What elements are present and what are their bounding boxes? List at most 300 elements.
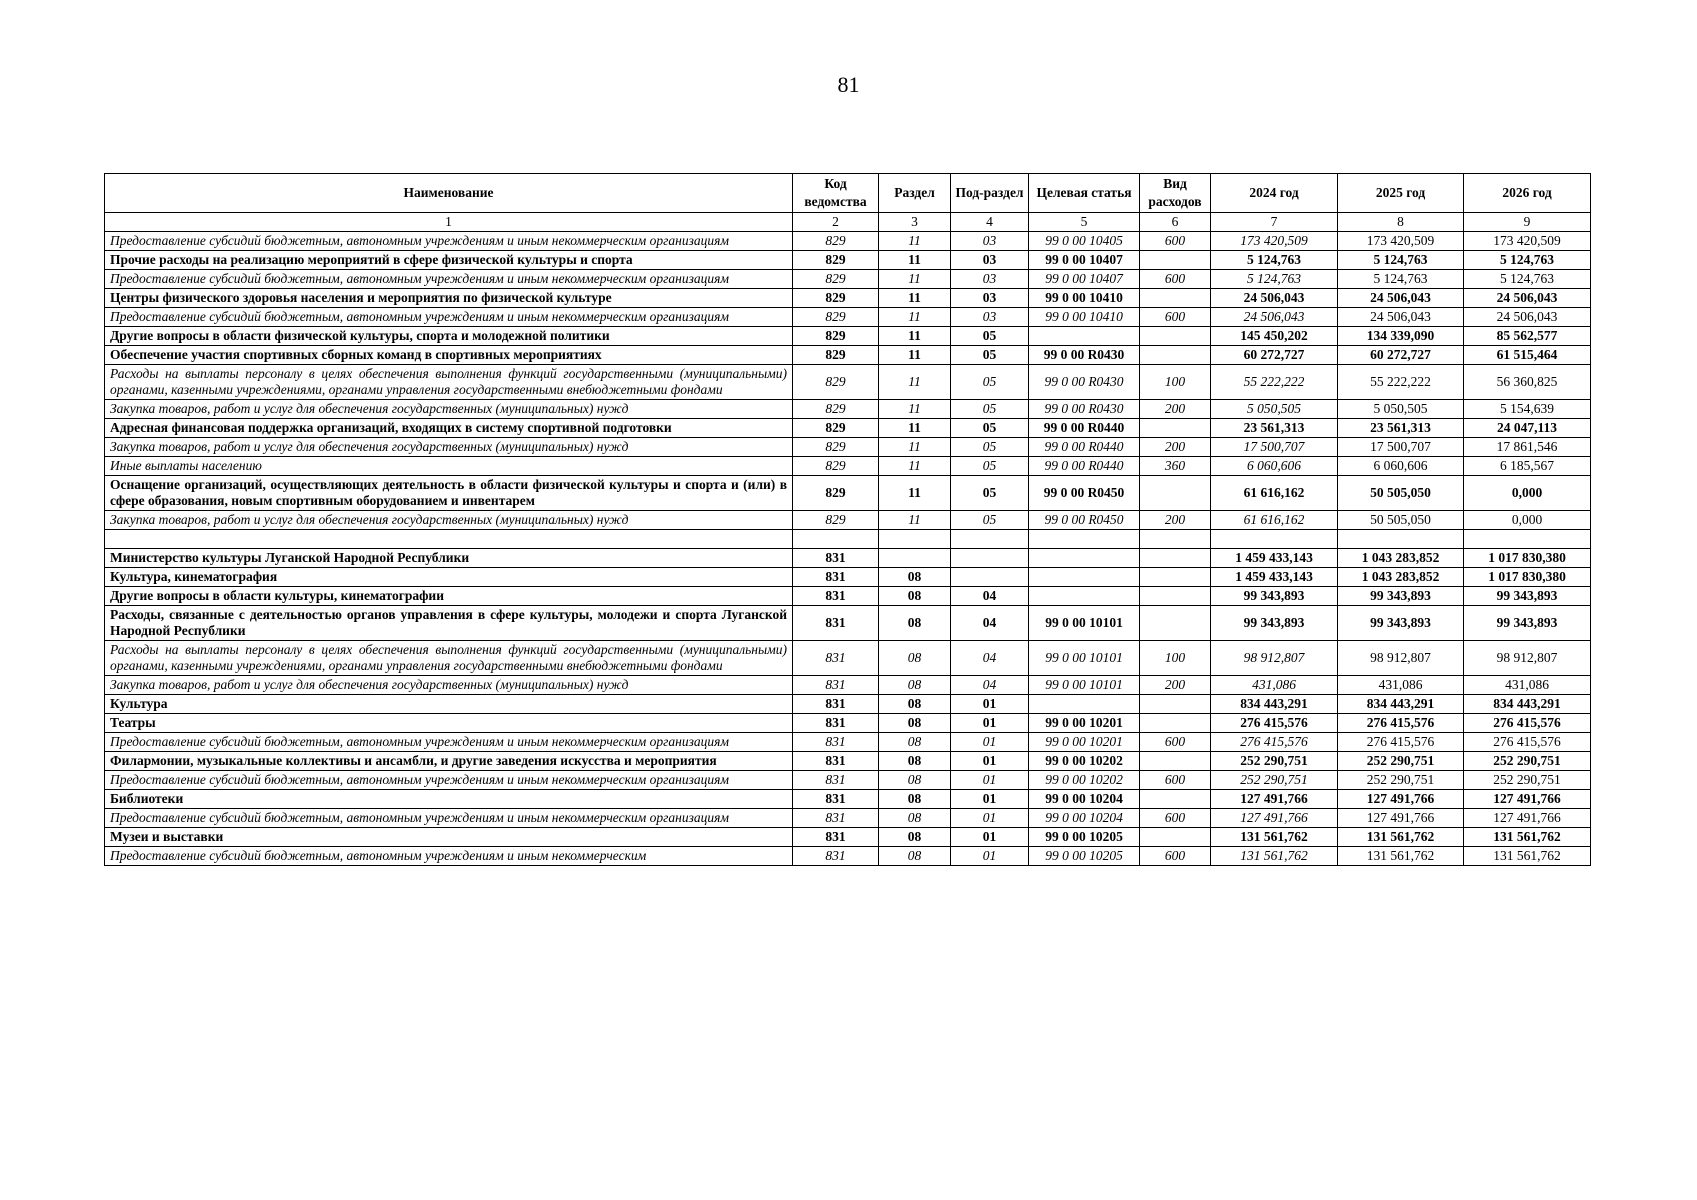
cell-vedomstvo: 831 [793, 809, 879, 828]
cell-vedomstvo: 829 [793, 289, 879, 308]
cell-vedomstvo: 829 [793, 419, 879, 438]
column-index-cell: 3 [879, 213, 951, 232]
column-index-cell: 6 [1140, 213, 1211, 232]
cell-2025: 131 561,762 [1338, 847, 1464, 866]
cell-podrazdel: 05 [951, 400, 1029, 419]
cell-statya: 99 0 00 10202 [1029, 752, 1140, 771]
cell-podrazdel: 05 [951, 438, 1029, 457]
cell-2025: 5 124,763 [1338, 251, 1464, 270]
cell-2026: 24 506,043 [1464, 308, 1591, 327]
cell-2025: 60 272,727 [1338, 346, 1464, 365]
cell-name: Предоставление субсидий бюджетным, автономным учреждениям и иным некоммерческим организациям [105, 232, 793, 251]
column-index-cell: 5 [1029, 213, 1140, 232]
cell-2024: 24 506,043 [1211, 308, 1338, 327]
cell-razdel: 11 [879, 476, 951, 511]
cell-razdel: 11 [879, 419, 951, 438]
table-row [105, 400, 1591, 419]
cell-statya: 99 0 00 10201 [1029, 714, 1140, 733]
cell-2026: 24 047,113 [1464, 419, 1591, 438]
cell-name: Закупка товаров, работ и услуг для обеспечения государственных (муниципальных) нужд [105, 438, 793, 457]
table-row [105, 346, 1591, 365]
cell-2024: 98 912,807 [1211, 641, 1338, 676]
table-row [105, 587, 1591, 606]
cell-2026: 252 290,751 [1464, 771, 1591, 790]
cell-vedomstvo: 831 [793, 790, 879, 809]
cell-2024: 61 616,162 [1211, 511, 1338, 530]
column-index-cell: 4 [951, 213, 1029, 232]
cell-vid [1140, 530, 1211, 549]
cell-vedomstvo: 831 [793, 676, 879, 695]
cell-name: Расходы на выплаты персоналу в целях обеспечения выполнения функций государственными (муниципальными) органами, казенными учреждениями, органами управления государственными внебюджетными фондами [105, 365, 793, 400]
table-row [105, 419, 1591, 438]
cell-name: Расходы на выплаты персоналу в целях обеспечения выполнения функций государственными (муниципальными) органами, казенными учреждениями, органами управления государственными внебюджетными фондами [105, 641, 793, 676]
cell-vedomstvo: 831 [793, 828, 879, 847]
header-name: Наименование [105, 174, 793, 213]
cell-razdel: 08 [879, 828, 951, 847]
cell-vedomstvo: 829 [793, 400, 879, 419]
cell-podrazdel: 04 [951, 641, 1029, 676]
cell-2025: 99 343,893 [1338, 587, 1464, 606]
cell-name: Центры физического здоровья населения и мероприятия по физической культуре [105, 289, 793, 308]
cell-vedomstvo: 829 [793, 270, 879, 289]
cell-statya: 99 0 00 R0430 [1029, 400, 1140, 419]
cell-2025: 276 415,576 [1338, 733, 1464, 752]
header-2024: 2024 год [1211, 174, 1338, 213]
cell-2026: 99 343,893 [1464, 587, 1591, 606]
header-statya: Целевая статья [1029, 174, 1140, 213]
cell-podrazdel: 03 [951, 251, 1029, 270]
cell-2025: 17 500,707 [1338, 438, 1464, 457]
cell-vedomstvo: 831 [793, 568, 879, 587]
cell-2026: 17 861,546 [1464, 438, 1591, 457]
cell-vid [1140, 419, 1211, 438]
cell-name: Филармонии, музыкальные коллективы и ансамбли, и другие заведения искусства и мероприятия [105, 752, 793, 771]
cell-razdel: 08 [879, 695, 951, 714]
cell-razdel: 08 [879, 809, 951, 828]
cell-2025: 252 290,751 [1338, 752, 1464, 771]
cell-2024: 6 060,606 [1211, 457, 1338, 476]
table-row [105, 752, 1591, 771]
table-row [105, 438, 1591, 457]
cell-razdel: 11 [879, 270, 951, 289]
cell-statya [1029, 327, 1140, 346]
cell-statya: 99 0 00 10205 [1029, 828, 1140, 847]
table-row [105, 695, 1591, 714]
cell-2025: 98 912,807 [1338, 641, 1464, 676]
column-index-cell: 8 [1338, 213, 1464, 232]
cell-name: Закупка товаров, работ и услуг для обеспечения государственных (муниципальных) нужд [105, 676, 793, 695]
cell-razdel: 11 [879, 251, 951, 270]
cell-podrazdel: 05 [951, 346, 1029, 365]
cell-podrazdel [951, 568, 1029, 587]
cell-statya: 99 0 00 10410 [1029, 308, 1140, 327]
cell-statya: 99 0 00 10405 [1029, 232, 1140, 251]
cell-razdel: 11 [879, 400, 951, 419]
cell-razdel: 08 [879, 790, 951, 809]
cell-statya: 99 0 00 10205 [1029, 847, 1140, 866]
table-row [105, 641, 1591, 676]
cell-vedomstvo: 831 [793, 733, 879, 752]
cell-statya: 99 0 00 10202 [1029, 771, 1140, 790]
cell-name: Предоставление субсидий бюджетным, автономным учреждениям и иным некоммерческим организациям [105, 809, 793, 828]
cell-name: Предоставление субсидий бюджетным, автономным учреждениям и иным некоммерческим организациям [105, 308, 793, 327]
cell-2024: 431,086 [1211, 676, 1338, 695]
cell-2026: 276 415,576 [1464, 733, 1591, 752]
cell-name: Прочие расходы на реализацию мероприятий в сфере физической культуры и спорта [105, 251, 793, 270]
table-body [105, 232, 1591, 866]
cell-podrazdel: 01 [951, 771, 1029, 790]
table-row [105, 365, 1591, 400]
cell-2026: 85 562,577 [1464, 327, 1591, 346]
cell-2025: 834 443,291 [1338, 695, 1464, 714]
cell-vid: 200 [1140, 400, 1211, 419]
cell-name: Расходы, связанные с деятельностью органов управления в сфере культуры, молодежи и спорта Луганской Народной Республики [105, 606, 793, 641]
header-2026: 2026 год [1464, 174, 1591, 213]
column-index-cell: 9 [1464, 213, 1591, 232]
cell-2026: 5 154,639 [1464, 400, 1591, 419]
cell-vedomstvo: 831 [793, 606, 879, 641]
cell-name: Закупка товаров, работ и услуг для обеспечения государственных (муниципальных) нужд [105, 400, 793, 419]
cell-vid: 600 [1140, 308, 1211, 327]
cell-2026: 0,000 [1464, 476, 1591, 511]
cell-2025: 5 124,763 [1338, 270, 1464, 289]
cell-razdel: 11 [879, 346, 951, 365]
cell-statya: 99 0 00 10410 [1029, 289, 1140, 308]
cell-vid [1140, 327, 1211, 346]
cell-2026: 56 360,825 [1464, 365, 1591, 400]
cell-name: Предоставление субсидий бюджетным, автономным учреждениям и иным некоммерческим организациям [105, 771, 793, 790]
cell-vid [1140, 606, 1211, 641]
cell-2025: 50 505,050 [1338, 511, 1464, 530]
cell-vid: 100 [1140, 641, 1211, 676]
cell-2025: 99 343,893 [1338, 606, 1464, 641]
cell-podrazdel: 05 [951, 511, 1029, 530]
header-2025: 2025 год [1338, 174, 1464, 213]
cell-vedomstvo: 831 [793, 771, 879, 790]
cell-2024: 5 124,763 [1211, 251, 1338, 270]
cell-statya [1029, 530, 1140, 549]
table-row [105, 251, 1591, 270]
cell-statya: 99 0 00 R0430 [1029, 346, 1140, 365]
cell-podrazdel: 01 [951, 714, 1029, 733]
cell-statya: 99 0 00 R0440 [1029, 438, 1140, 457]
table-row [105, 549, 1591, 568]
cell-vid: 600 [1140, 809, 1211, 828]
cell-name: Министерство культуры Луганской Народной Республики [105, 549, 793, 568]
cell-2025: 252 290,751 [1338, 771, 1464, 790]
cell-razdel: 08 [879, 676, 951, 695]
cell-vid [1140, 828, 1211, 847]
budget-table [104, 173, 1591, 866]
cell-razdel [879, 549, 951, 568]
cell-2024: 173 420,509 [1211, 232, 1338, 251]
cell-2025: 55 222,222 [1338, 365, 1464, 400]
cell-vedomstvo: 829 [793, 511, 879, 530]
cell-2024: 23 561,313 [1211, 419, 1338, 438]
column-index-cell: 1 [105, 213, 793, 232]
cell-2025: 173 420,509 [1338, 232, 1464, 251]
cell-vedomstvo: 831 [793, 714, 879, 733]
table-row [105, 606, 1591, 641]
table-row [105, 232, 1591, 251]
table-row [105, 771, 1591, 790]
cell-vid: 360 [1140, 457, 1211, 476]
cell-2026: 5 124,763 [1464, 270, 1591, 289]
cell-2026: 127 491,766 [1464, 809, 1591, 828]
cell-vedomstvo: 829 [793, 438, 879, 457]
cell-2025: 24 506,043 [1338, 308, 1464, 327]
cell-podrazdel: 01 [951, 752, 1029, 771]
cell-statya: 99 0 00 R0430 [1029, 365, 1140, 400]
cell-2024: 127 491,766 [1211, 809, 1338, 828]
table-row [105, 327, 1591, 346]
cell-2025: 50 505,050 [1338, 476, 1464, 511]
cell-podrazdel [951, 530, 1029, 549]
cell-statya: 99 0 00 10101 [1029, 676, 1140, 695]
cell-statya: 99 0 00 10204 [1029, 790, 1140, 809]
cell-name: Предоставление субсидий бюджетным, автономным учреждениям и иным некоммерческим организациям [105, 733, 793, 752]
cell-podrazdel: 03 [951, 289, 1029, 308]
cell-2025: 127 491,766 [1338, 809, 1464, 828]
table-row [105, 714, 1591, 733]
cell-2026: 61 515,464 [1464, 346, 1591, 365]
page-number: 81 [837, 72, 860, 97]
cell-2025: 431,086 [1338, 676, 1464, 695]
cell-2026: 0,000 [1464, 511, 1591, 530]
cell-razdel: 11 [879, 327, 951, 346]
cell-podrazdel: 03 [951, 270, 1029, 289]
table-row [105, 289, 1591, 308]
table-row [105, 476, 1591, 511]
cell-vid [1140, 714, 1211, 733]
column-index-row [105, 213, 1591, 232]
cell-vid [1140, 346, 1211, 365]
cell-podrazdel: 03 [951, 232, 1029, 251]
cell-2024: 276 415,576 [1211, 714, 1338, 733]
cell-vedomstvo: 829 [793, 346, 879, 365]
cell-podrazdel: 01 [951, 809, 1029, 828]
column-index-cell: 2 [793, 213, 879, 232]
cell-podrazdel: 05 [951, 365, 1029, 400]
cell-razdel: 11 [879, 511, 951, 530]
table-row [105, 457, 1591, 476]
cell-2025: 23 561,313 [1338, 419, 1464, 438]
cell-statya: 99 0 00 R0450 [1029, 476, 1140, 511]
cell-2026: 24 506,043 [1464, 289, 1591, 308]
cell-razdel: 08 [879, 641, 951, 676]
cell-vid: 600 [1140, 733, 1211, 752]
cell-razdel: 11 [879, 438, 951, 457]
cell-statya: 99 0 00 10407 [1029, 270, 1140, 289]
cell-statya: 99 0 00 R0440 [1029, 419, 1140, 438]
cell-vid [1140, 549, 1211, 568]
cell-vid [1140, 695, 1211, 714]
table-row [105, 809, 1591, 828]
cell-2026: 99 343,893 [1464, 606, 1591, 641]
cell-2024: 17 500,707 [1211, 438, 1338, 457]
cell-2024: 24 506,043 [1211, 289, 1338, 308]
cell-2026: 131 561,762 [1464, 828, 1591, 847]
cell-2026: 127 491,766 [1464, 790, 1591, 809]
cell-2024: 1 459 433,143 [1211, 568, 1338, 587]
cell-statya [1029, 695, 1140, 714]
cell-2024: 55 222,222 [1211, 365, 1338, 400]
cell-vid: 100 [1140, 365, 1211, 400]
cell-vid [1140, 587, 1211, 606]
cell-2024: 127 491,766 [1211, 790, 1338, 809]
cell-statya [1029, 587, 1140, 606]
cell-2026: 1 017 830,380 [1464, 568, 1591, 587]
cell-statya: 99 0 00 10201 [1029, 733, 1140, 752]
cell-2025: 134 339,090 [1338, 327, 1464, 346]
cell-name: Закупка товаров, работ и услуг для обеспечения государственных (муниципальных) нужд [105, 511, 793, 530]
cell-2024: 131 561,762 [1211, 847, 1338, 866]
cell-name: Иные выплаты населению [105, 457, 793, 476]
cell-2026: 834 443,291 [1464, 695, 1591, 714]
cell-vid: 200 [1140, 676, 1211, 695]
cell-vedomstvo: 831 [793, 752, 879, 771]
cell-razdel: 08 [879, 714, 951, 733]
column-index-cell: 7 [1211, 213, 1338, 232]
cell-podrazdel: 01 [951, 847, 1029, 866]
cell-2025: 6 060,606 [1338, 457, 1464, 476]
cell-2026: 276 415,576 [1464, 714, 1591, 733]
cell-name: Предоставление субсидий бюджетным, автономным учреждениям и иным некоммерческим [105, 847, 793, 866]
cell-vedomstvo: 831 [793, 847, 879, 866]
cell-podrazdel: 05 [951, 457, 1029, 476]
cell-name: Музеи и выставки [105, 828, 793, 847]
header-podrazdel: Под-раздел [951, 174, 1029, 213]
cell-razdel: 11 [879, 365, 951, 400]
header-razdel: Раздел [879, 174, 951, 213]
cell-2025: 127 491,766 [1338, 790, 1464, 809]
cell-2024: 99 343,893 [1211, 587, 1338, 606]
cell-2024: 131 561,762 [1211, 828, 1338, 847]
cell-vid [1140, 790, 1211, 809]
cell-vedomstvo [793, 530, 879, 549]
cell-vid: 600 [1140, 270, 1211, 289]
table-row [105, 733, 1591, 752]
cell-razdel: 08 [879, 606, 951, 641]
cell-vid [1140, 568, 1211, 587]
cell-statya: 99 0 00 R0450 [1029, 511, 1140, 530]
cell-name: Предоставление субсидий бюджетным, автономным учреждениям и иным некоммерческим организациям [105, 270, 793, 289]
cell-name: Библиотеки [105, 790, 793, 809]
cell-statya: 99 0 00 10407 [1029, 251, 1140, 270]
cell-2026: 6 185,567 [1464, 457, 1591, 476]
cell-vid: 200 [1140, 511, 1211, 530]
cell-2025: 24 506,043 [1338, 289, 1464, 308]
table-row [105, 308, 1591, 327]
cell-vid: 200 [1140, 438, 1211, 457]
cell-podrazdel: 04 [951, 606, 1029, 641]
cell-2024: 5 124,763 [1211, 270, 1338, 289]
cell-statya: 99 0 00 R0440 [1029, 457, 1140, 476]
cell-podrazdel: 05 [951, 327, 1029, 346]
cell-vedomstvo: 829 [793, 365, 879, 400]
cell-vid [1140, 752, 1211, 771]
cell-2025 [1338, 530, 1464, 549]
header-row [105, 174, 1591, 213]
cell-2024: 61 616,162 [1211, 476, 1338, 511]
cell-vedomstvo: 829 [793, 476, 879, 511]
cell-podrazdel: 05 [951, 419, 1029, 438]
cell-2024: 276 415,576 [1211, 733, 1338, 752]
cell-razdel [879, 530, 951, 549]
cell-name: Культура [105, 695, 793, 714]
cell-podrazdel: 01 [951, 828, 1029, 847]
cell-vedomstvo: 831 [793, 641, 879, 676]
cell-2025: 5 050,505 [1338, 400, 1464, 419]
cell-vedomstvo: 829 [793, 251, 879, 270]
cell-name: Оснащение организаций, осуществляющих деятельность в области физической культуры и спорта и (или) в сфере образования, новым спортивным оборудованием и инвентарем [105, 476, 793, 511]
cell-2026: 252 290,751 [1464, 752, 1591, 771]
cell-2024: 5 050,505 [1211, 400, 1338, 419]
cell-2025: 1 043 283,852 [1338, 549, 1464, 568]
cell-name: Обеспечение участия спортивных сборных команд в спортивных мероприятиях [105, 346, 793, 365]
table-row [105, 568, 1591, 587]
cell-vedomstvo: 831 [793, 695, 879, 714]
cell-2026: 1 017 830,380 [1464, 549, 1591, 568]
cell-statya: 99 0 00 10101 [1029, 641, 1140, 676]
cell-vedomstvo: 829 [793, 232, 879, 251]
cell-razdel: 11 [879, 457, 951, 476]
cell-2024: 145 450,202 [1211, 327, 1338, 346]
cell-podrazdel: 01 [951, 695, 1029, 714]
cell-vedomstvo: 829 [793, 457, 879, 476]
table-row [105, 790, 1591, 809]
table-row [105, 511, 1591, 530]
cell-vedomstvo: 829 [793, 308, 879, 327]
cell-2024: 252 290,751 [1211, 771, 1338, 790]
cell-statya: 99 0 00 10101 [1029, 606, 1140, 641]
cell-vid [1140, 251, 1211, 270]
cell-2025: 1 043 283,852 [1338, 568, 1464, 587]
cell-2026 [1464, 530, 1591, 549]
cell-2026: 5 124,763 [1464, 251, 1591, 270]
cell-statya: 99 0 00 10204 [1029, 809, 1140, 828]
cell-2024: 60 272,727 [1211, 346, 1338, 365]
cell-vid: 600 [1140, 847, 1211, 866]
cell-vid: 600 [1140, 232, 1211, 251]
cell-2024: 834 443,291 [1211, 695, 1338, 714]
cell-name [105, 530, 793, 549]
cell-vedomstvo: 829 [793, 327, 879, 346]
cell-razdel: 11 [879, 232, 951, 251]
cell-2025: 131 561,762 [1338, 828, 1464, 847]
cell-podrazdel: 04 [951, 676, 1029, 695]
table-row [105, 847, 1591, 866]
cell-2026: 173 420,509 [1464, 232, 1591, 251]
cell-podrazdel: 05 [951, 476, 1029, 511]
cell-vedomstvo: 831 [793, 549, 879, 568]
cell-razdel: 11 [879, 308, 951, 327]
cell-vid [1140, 289, 1211, 308]
table-row [105, 530, 1591, 549]
table-row [105, 828, 1591, 847]
header-vid: Вид расходов [1140, 174, 1211, 213]
cell-2024: 99 343,893 [1211, 606, 1338, 641]
cell-vid [1140, 476, 1211, 511]
cell-name: Другие вопросы в области физической культуры, спорта и молодежной политики [105, 327, 793, 346]
cell-vid: 600 [1140, 771, 1211, 790]
cell-statya [1029, 568, 1140, 587]
cell-name: Театры [105, 714, 793, 733]
cell-razdel: 08 [879, 847, 951, 866]
cell-razdel: 08 [879, 587, 951, 606]
cell-2024 [1211, 530, 1338, 549]
cell-razdel: 08 [879, 752, 951, 771]
